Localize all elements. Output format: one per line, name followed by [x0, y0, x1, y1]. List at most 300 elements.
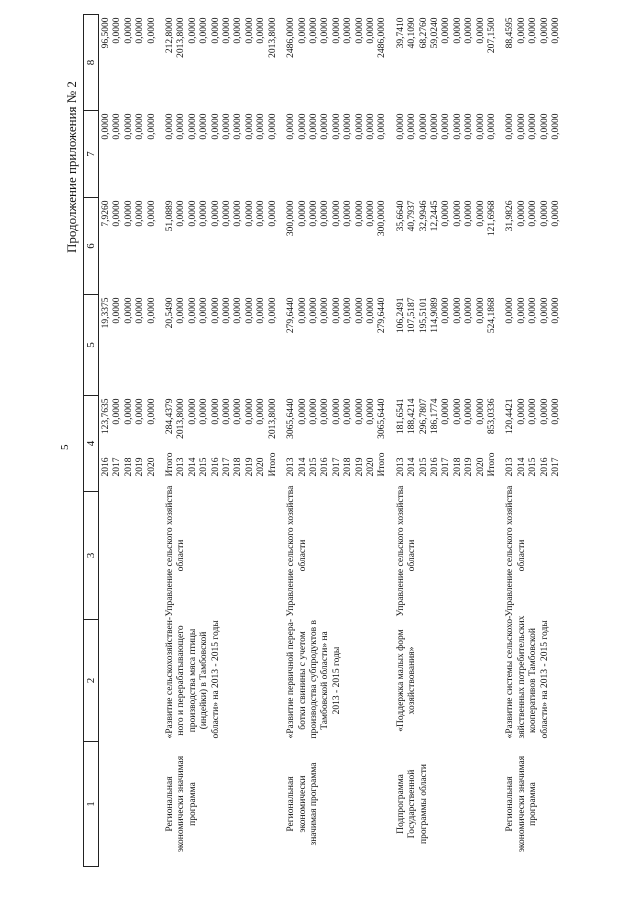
year-label: 2013 — [505, 457, 516, 477]
program-name-line: «Поддержка малых форм — [395, 629, 406, 732]
year-label: 2020 — [475, 457, 486, 477]
funding-value: 0,0000 — [176, 200, 187, 227]
funding-value: 0,0000 — [146, 113, 157, 140]
funding-value: 0,0000 — [222, 297, 233, 324]
program-row — [284, 15, 394, 867]
responsible-executor-line: Управление сельского хозяйства — [286, 485, 297, 617]
funding-value: 0,0000 — [135, 297, 146, 324]
program-type-line: программы области — [418, 764, 429, 844]
funding-value: 0,0000 — [551, 113, 562, 140]
funding-value: 195,5101 — [418, 297, 429, 334]
year-label: 2018 — [233, 457, 244, 477]
program-name-cell — [284, 620, 394, 742]
funding-value: 88,4595 — [505, 17, 516, 49]
funding-column-6-cell — [284, 198, 394, 295]
funding-value: 0,0000 — [233, 297, 244, 324]
funding-value: 0,0000 — [210, 200, 221, 227]
year-list — [396, 452, 499, 488]
total-value: 0,0000 — [539, 398, 550, 425]
page-number: 5 — [59, 444, 71, 450]
funding-value: 0,0000 — [256, 17, 267, 44]
total-value: 0,0000 — [256, 398, 267, 425]
total-value: 0,0000 — [222, 398, 233, 425]
funding-value: 0,0000 — [256, 113, 267, 140]
program-type-cell — [99, 742, 164, 867]
funding-value: 0,0000 — [267, 200, 278, 227]
funding-value: 0,0000 — [516, 17, 527, 44]
funding-value: 0,0000 — [475, 17, 486, 44]
program-type-cell — [503, 742, 567, 867]
program-type-line: Региональная — [165, 776, 176, 832]
year-label: 2013 — [176, 457, 187, 477]
year-label: 2017 — [551, 457, 562, 477]
funding-value: 0,0000 — [112, 200, 123, 227]
year-and-total-cell — [503, 396, 567, 492]
funding-value: 0,0000 — [528, 297, 539, 324]
funding-value: 0,0000 — [343, 113, 354, 140]
funding-value: 20,5490 — [165, 297, 176, 329]
funding-column-7-cell — [394, 111, 504, 198]
program-row — [99, 15, 164, 867]
year-label: 2015 — [308, 457, 319, 477]
year-label: 2015 — [528, 457, 539, 477]
funding-value: 0,0000 — [320, 297, 331, 324]
funding-value: 40,1090 — [407, 17, 418, 49]
year-label: Итого — [377, 452, 388, 477]
funding-value: 0,0000 — [308, 113, 319, 140]
funding-value: 0,0000 — [320, 200, 331, 227]
funding-value: 0,0000 — [210, 17, 221, 44]
responsible-executor-line: Управление сельского хозяйства — [395, 485, 406, 617]
funding-column-5-cell — [284, 295, 394, 396]
responsible-executor-cell — [503, 485, 567, 620]
year-label: 2019 — [354, 457, 365, 477]
total-value: 0,0000 — [452, 398, 463, 425]
funding-value: 0,0000 — [187, 113, 198, 140]
funding-value: 0,0000 — [505, 113, 516, 140]
responsible-executor-cell — [394, 485, 504, 620]
year-and-total-cell — [99, 396, 163, 492]
total-value: 186,1774 — [429, 398, 440, 435]
responsible-executor-line: области — [297, 539, 308, 572]
total-value: 0,0000 — [354, 398, 365, 425]
year-label: 2014 — [516, 457, 527, 477]
responsible-executor-cell — [284, 485, 394, 620]
total-value: 0,0000 — [135, 398, 146, 425]
funding-value: 0,0000 — [286, 113, 297, 140]
responsible-executor-line: Управление сельского хозяйства — [505, 485, 516, 617]
program-type-line: экономически — [297, 775, 308, 833]
total-value: 0,0000 — [528, 398, 539, 425]
funding-value: 0,0000 — [123, 113, 134, 140]
column-number-6: 6 — [84, 198, 99, 295]
funding-value: 0,0000 — [354, 200, 365, 227]
funding-value: 121,6968 — [487, 200, 497, 237]
total-value: 0,0000 — [365, 398, 376, 425]
funding-value: 279,6440 — [377, 297, 388, 334]
funding-value: 0,0000 — [452, 297, 463, 324]
year-label: 2014 — [297, 457, 308, 477]
program-name-cell — [503, 615, 567, 742]
funding-value: 0,0000 — [365, 17, 376, 44]
total-value: 296,7807 — [418, 398, 429, 435]
year-label: 2018 — [452, 457, 463, 477]
total-value: 0,0000 — [464, 398, 475, 425]
column-number-5: 5 — [84, 295, 99, 396]
funding-value: 0,0000 — [441, 17, 452, 44]
funding-value: 31,9826 — [505, 200, 516, 232]
funding-value: 0,0000 — [308, 297, 319, 324]
column-number-3: 3 — [84, 492, 99, 620]
funding-column-5-cell — [394, 295, 504, 396]
program-name-line: 2013 - 2015 годы — [331, 646, 342, 715]
funding-value: 7,9260 — [101, 200, 111, 227]
funding-value: 2013,8000 — [176, 17, 187, 58]
funding-value: 0,0000 — [365, 200, 376, 227]
funding-value: 0,0000 — [297, 17, 308, 44]
funding-value: 0,0000 — [244, 297, 255, 324]
funding-column-5-cell — [503, 295, 567, 396]
year-list — [286, 452, 389, 488]
total-value-list — [396, 399, 499, 435]
funding-value: 0,0000 — [539, 297, 550, 324]
continuation-title: Продолжение приложения № 2 — [64, 81, 79, 253]
year-label: 2017 — [331, 457, 342, 477]
funding-column-6-cell — [503, 198, 567, 295]
funding-value: 212,8000 — [165, 17, 176, 54]
funding-value: 0,0000 — [222, 200, 233, 227]
year-label: 2014 — [407, 457, 418, 477]
funding-value: 0,0000 — [475, 200, 486, 227]
year-label: 2016 — [539, 457, 550, 477]
funding-column-6-cell — [163, 198, 284, 295]
funding-value: 0,0000 — [176, 297, 187, 324]
funding-value: 0,0000 — [233, 17, 244, 44]
funding-value: 0,0000 — [187, 200, 198, 227]
program-type-cell — [394, 742, 504, 867]
funding-value: 0,0000 — [187, 17, 198, 44]
funding-value: 0,0000 — [441, 113, 452, 140]
total-value: 3065,6440 — [286, 398, 297, 439]
funding-column-8-cell — [99, 15, 164, 111]
funding-value: 0,0000 — [244, 200, 255, 227]
funding-value: 0,0000 — [267, 297, 278, 324]
program-name-cell — [394, 620, 504, 742]
year-label: 2020 — [146, 457, 157, 477]
year-label: 2014 — [187, 457, 198, 477]
funding-value: 0,0000 — [112, 297, 123, 324]
program-name-line: ного и перерабатывающего — [176, 625, 187, 736]
program-name-line: кооперативов Тамбовской — [528, 628, 539, 733]
total-value: 0,0000 — [199, 398, 210, 425]
funding-value: 0,0000 — [464, 17, 475, 44]
funding-value: 0,0000 — [112, 113, 123, 140]
funding-value: 0,0000 — [331, 297, 342, 324]
year-and-total-cell — [284, 396, 394, 492]
funding-value: 0,0000 — [365, 297, 376, 324]
total-value: 853,0336 — [487, 398, 497, 435]
funding-value: 0,0000 — [233, 113, 244, 140]
appendix-table — [83, 14, 567, 867]
column-number-1: 1 — [84, 742, 99, 867]
responsible-executor-line: области — [407, 539, 418, 572]
program-name-line: хозяйствования» — [407, 646, 418, 715]
funding-value: 0,0000 — [187, 297, 198, 324]
funding-value: 0,0000 — [146, 297, 157, 324]
year-label: 2013 — [286, 457, 297, 477]
total-value: 0,0000 — [146, 398, 157, 425]
funding-value: 0,0000 — [297, 200, 308, 227]
total-value: 0,0000 — [441, 398, 452, 425]
funding-value: 0,0000 — [331, 113, 342, 140]
funding-value: 0,0000 — [343, 17, 354, 44]
funding-value: 0,0000 — [464, 200, 475, 227]
total-value: 0,0000 — [123, 398, 134, 425]
responsible-executor-line: Управление сельского хозяйства — [165, 485, 176, 617]
funding-value: 0,0000 — [354, 113, 365, 140]
program-name-line: производства мяса птицы — [187, 628, 198, 733]
funding-value: 0,0000 — [297, 297, 308, 324]
funding-value: 59,0240 — [429, 17, 440, 49]
funding-value: 0,0000 — [365, 113, 376, 140]
funding-value: 0,0000 — [146, 200, 157, 227]
year-and-total-cell — [394, 396, 504, 492]
funding-value: 0,0000 — [123, 297, 134, 324]
funding-column-8-cell — [503, 15, 567, 111]
funding-value: 0,0000 — [244, 113, 255, 140]
total-value-list — [286, 399, 389, 439]
total-value: 188,4214 — [407, 398, 418, 435]
funding-value: 40,7937 — [407, 200, 418, 232]
total-value: 0,0000 — [475, 398, 486, 425]
year-list — [165, 452, 279, 488]
funding-value: 0,0000 — [176, 113, 187, 140]
funding-value: 0,0000 — [135, 200, 146, 227]
year-label: 2017 — [222, 457, 233, 477]
funding-value: 96,5000 — [101, 17, 111, 49]
year-label: 2020 — [365, 457, 376, 477]
total-value: 0,0000 — [551, 398, 562, 425]
funding-value: 0,0000 — [516, 200, 527, 227]
funding-value: 207,1500 — [487, 17, 497, 54]
funding-value: 0,0000 — [528, 200, 539, 227]
funding-column-7-cell — [284, 111, 394, 198]
program-name-line: ботки свинины с учетом — [297, 631, 308, 730]
funding-value: 32,9946 — [418, 200, 429, 232]
funding-value: 0,0000 — [441, 297, 452, 324]
funding-value: 0,0000 — [418, 113, 429, 140]
funding-value: 0,0000 — [165, 113, 176, 140]
funding-value: 0,0000 — [441, 200, 452, 227]
funding-value: 0,0000 — [539, 113, 550, 140]
funding-column-6-cell — [394, 198, 504, 295]
funding-value: 0,0000 — [199, 200, 210, 227]
funding-value: 114,9089 — [429, 297, 440, 333]
funding-column-5-cell — [99, 295, 164, 396]
program-name-line: Тамбовской области» на — [320, 631, 331, 730]
program-name-cell — [163, 617, 284, 742]
total-value: 0,0000 — [331, 398, 342, 425]
funding-value: 0,0000 — [343, 297, 354, 324]
funding-column-8-cell — [394, 15, 504, 111]
column-number-row — [84, 15, 99, 867]
year-label: Итого — [487, 452, 497, 477]
program-name-line: зяйственных потребительских — [516, 615, 527, 739]
year-label: 2016 — [101, 457, 111, 477]
program-row — [394, 15, 504, 867]
funding-value: 0,0000 — [452, 113, 463, 140]
funding-value: 0,0000 — [123, 200, 134, 227]
total-value: 0,0000 — [210, 398, 221, 425]
funding-value: 0,0000 — [516, 113, 527, 140]
funding-value: 0,0000 — [452, 17, 463, 44]
year-label: 2019 — [244, 457, 255, 477]
funding-value: 0,0000 — [528, 113, 539, 140]
funding-value: 0,0000 — [256, 200, 267, 227]
funding-value: 0,0000 — [308, 200, 319, 227]
year-label: 2015 — [199, 457, 210, 477]
funding-value: 51,0889 — [165, 200, 176, 232]
column-number-7: 7 — [84, 111, 99, 198]
funding-column-6-cell — [99, 198, 164, 295]
program-type-line: Государственной — [407, 769, 418, 839]
funding-value: 0,0000 — [199, 113, 210, 140]
total-value: 0,0000 — [297, 398, 308, 425]
year-label: Итого — [267, 452, 278, 477]
funding-value: 0,0000 — [135, 113, 146, 140]
funding-value: 0,0000 — [210, 297, 221, 324]
total-value: 0,0000 — [244, 398, 255, 425]
total-value: 3065,6440 — [377, 398, 388, 439]
funding-value: 68,2760 — [418, 17, 429, 49]
program-name-cell — [99, 620, 164, 742]
funding-column-5-cell — [163, 295, 284, 396]
program-name-line: «Развитие сельскохозяйствен- — [165, 617, 176, 739]
funding-column-7-cell — [163, 111, 284, 198]
program-name-line: производства субпродуктов в — [308, 619, 319, 739]
funding-value: 0,0000 — [210, 113, 221, 140]
year-label: 2020 — [256, 457, 267, 477]
funding-value: 0,0000 — [452, 200, 463, 227]
responsible-executor-line: области — [176, 539, 187, 572]
column-number-4: 4 — [84, 396, 99, 492]
program-type-line: программа — [187, 782, 198, 826]
funding-value: 0,0000 — [464, 113, 475, 140]
program-row — [163, 15, 284, 867]
funding-value: 2013,8000 — [267, 17, 278, 58]
funding-value: 0,0000 — [475, 297, 486, 324]
year-label: 2019 — [135, 457, 146, 477]
funding-value: 0,0000 — [222, 113, 233, 140]
funding-value: 0,0000 — [331, 200, 342, 227]
year-label: 2016 — [429, 457, 440, 477]
year-label: 2017 — [112, 457, 123, 477]
program-type-line: Региональная — [286, 776, 297, 832]
total-value: 0,0000 — [187, 398, 198, 425]
year-label: 2013 — [395, 457, 406, 477]
year-list — [505, 458, 562, 489]
funding-value: 0,0000 — [539, 17, 550, 44]
funding-value: 2486,0000 — [377, 17, 388, 58]
responsible-executor-line: области — [516, 539, 527, 572]
funding-value: 0,0000 — [199, 17, 210, 44]
year-and-total-cell — [163, 396, 284, 492]
funding-value: 0,0000 — [267, 113, 278, 140]
total-value-list — [165, 399, 279, 439]
funding-value: 39,7410 — [395, 17, 406, 49]
funding-value: 12,2445 — [429, 200, 440, 232]
program-type-line: Региональная — [505, 776, 516, 832]
program-name-line: области» на 2013 - 2015 годы — [539, 620, 550, 739]
funding-value: 0,0000 — [395, 113, 406, 140]
funding-value: 0,0000 — [407, 113, 418, 140]
funding-value: 0,0000 — [199, 297, 210, 324]
year-label: 2018 — [343, 457, 354, 477]
funding-value: 0,0000 — [297, 113, 308, 140]
program-type-line: экономически значимая — [516, 755, 527, 853]
program-type-line: программа — [528, 782, 539, 826]
funding-column-7-cell — [99, 111, 164, 198]
funding-value: 19,3375 — [101, 297, 111, 329]
program-name-line: (индейки) в Тамбовской — [199, 631, 210, 730]
funding-value: 0,0000 — [505, 297, 516, 324]
program-name-line: «Развитие системы сельскохо- — [505, 615, 516, 739]
total-value: 0,0000 — [343, 398, 354, 425]
funding-column-7-cell — [503, 111, 567, 198]
funding-value: 0,0000 — [551, 17, 562, 44]
program-name-line: области» на 2013 - 2015 годы — [210, 620, 221, 739]
funding-value: 0,0000 — [343, 200, 354, 227]
funding-value: 0,0000 — [320, 17, 331, 44]
funding-value: 0,0000 — [222, 17, 233, 44]
funding-value: 0,0000 — [516, 297, 527, 324]
funding-value: 0,0000 — [539, 200, 550, 227]
funding-value: 0,0000 — [112, 17, 123, 44]
funding-value: 0,0000 — [320, 113, 331, 140]
funding-value: 0,0000 — [429, 113, 440, 140]
total-value-list — [101, 399, 158, 435]
total-value: 0,0000 — [516, 398, 527, 425]
total-value: 181,6541 — [395, 398, 406, 435]
funding-value: 106,2491 — [395, 297, 406, 334]
funding-value: 0,0000 — [475, 113, 486, 140]
funding-value: 0,0000 — [244, 17, 255, 44]
funding-value: 0,0000 — [354, 297, 365, 324]
funding-value: 0,0000 — [256, 297, 267, 324]
funding-value: 107,5187 — [407, 297, 418, 334]
program-type-cell — [284, 742, 394, 867]
funding-value: 300,0000 — [377, 200, 388, 237]
funding-column-8-cell — [284, 15, 394, 111]
funding-column-8-cell — [163, 15, 284, 111]
funding-value: 35,6640 — [395, 200, 406, 232]
funding-value: 524,1868 — [487, 297, 497, 334]
funding-value: 0,0000 — [464, 297, 475, 324]
year-list — [101, 458, 158, 489]
funding-value: 0,0000 — [354, 17, 365, 44]
year-label: 2015 — [418, 457, 429, 477]
year-label: 2016 — [320, 457, 331, 477]
year-label: Итого — [165, 452, 176, 477]
total-value: 0,0000 — [320, 398, 331, 425]
total-value: 0,0000 — [308, 398, 319, 425]
total-value: 0,0000 — [112, 398, 123, 425]
total-value: 284,4379 — [165, 398, 176, 435]
program-row — [503, 15, 567, 867]
funding-value: 300,0000 — [286, 200, 297, 237]
year-label: 2019 — [464, 457, 475, 477]
funding-value: 0,0000 — [551, 297, 562, 324]
